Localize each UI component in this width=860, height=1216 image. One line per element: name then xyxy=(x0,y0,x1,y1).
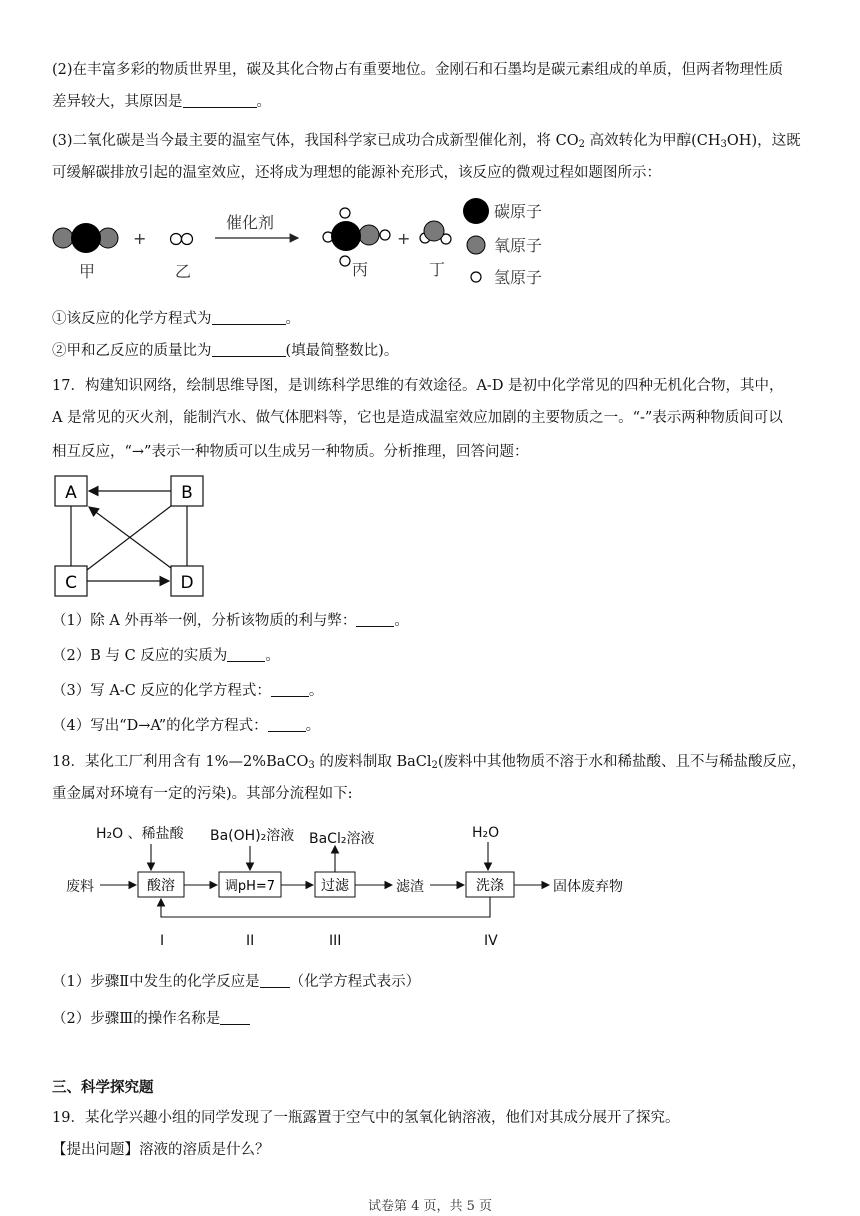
q16-part3-line1: (3)二氧化碳是当今最主要的温室气体，我国科学家已成功合成新型催化剂，将 $CO_2$ 高效转化为甲醇$(CH_3OH)$，这既 xyxy=(52,133,801,150)
molecule-ding-h2o xyxy=(420,221,451,244)
input-water-hcl: H₂O 、稀盐酸 xyxy=(96,826,184,842)
q17-sub3: （3）写 A-C 反应的化学方程式： 。 xyxy=(52,683,324,699)
label-ding: 丁 xyxy=(429,260,446,279)
box-acid-dissolve xyxy=(138,872,184,897)
output-bacl2: BaCl₂溶液 xyxy=(309,831,375,847)
q19-line1: 19．某化学兴趣小组的同学发现了一瓶露置于空气中的氢氧化钠溶液，他们对其成分展开了探究。 xyxy=(52,1110,680,1126)
q16-part3-line2: 可缓解碳排放引起的温室效应，还将成为理想的能源补充形式，该反应的微观过程如题图所示： xyxy=(52,165,661,181)
label-jia: 甲 xyxy=(79,262,96,281)
q18-sub1: （1）步骤Ⅱ中发生的化学反应是 （化学方程式表示） xyxy=(52,974,421,990)
label-waste: 废料 xyxy=(66,879,94,895)
answer-blank[interactable] xyxy=(227,647,265,662)
box-filter xyxy=(315,872,355,897)
answer-blank[interactable] xyxy=(212,342,286,357)
input-baoh2: Ba(OH)₂溶液 xyxy=(210,828,295,844)
q17-sub2: （2）B 与 C 反应的实质为 。 xyxy=(52,648,280,664)
answer-blank[interactable] xyxy=(260,973,290,988)
legend-oxygen-label: 氧原子 xyxy=(494,236,543,255)
svg-text:B: B xyxy=(181,483,193,503)
box-wash xyxy=(466,872,514,897)
label-bing: 丙 xyxy=(352,260,369,279)
section-title: 三、科学探究题 xyxy=(52,1079,154,1096)
plus-sign: + xyxy=(133,229,147,248)
legend xyxy=(463,198,542,287)
svg-text:A: A xyxy=(65,483,77,503)
answer-blank[interactable] xyxy=(212,310,286,325)
q16-part2-line2: 差异较大，其原因是 。 xyxy=(52,94,271,110)
step-2: II xyxy=(246,933,255,949)
box-adjust-ph xyxy=(219,872,281,897)
catalyst-label: 催化剂 xyxy=(226,213,275,232)
step-4: IV xyxy=(484,933,498,949)
plus-sign: + xyxy=(397,229,411,248)
node-b xyxy=(171,476,203,506)
q16-part2-line1: (2)在丰富多彩的物质世界里，碳及其化合物占有重要地位。金刚石和石墨均是碳元素组成的单质，但两者物理性质 xyxy=(52,62,784,78)
q17-sub1: （1）除 A 外再举一例，分析该物质的利与弊： 。 xyxy=(52,613,409,629)
q16-sub1: ①该反应的化学方程式为 。 xyxy=(52,311,300,327)
svg-text:D: D xyxy=(180,573,194,593)
input-water: H₂O xyxy=(472,825,500,841)
answer-blank[interactable] xyxy=(220,1010,250,1025)
step-3: III xyxy=(329,933,342,949)
q17-line3: 相互反应，“→”表示一种物质可以生成另一种物质。分析推理，回答问题： xyxy=(52,444,529,460)
node-d xyxy=(171,566,203,596)
q18-line2: 重金属对环境有一定的污染)。其部分流程如下: xyxy=(52,786,353,802)
legend-carbon-swatch xyxy=(463,198,489,224)
q18-sub2: （2）步骤Ⅲ的操作名称是 xyxy=(52,1009,250,1029)
page-footer: 试卷第 4 页，共 5 页 xyxy=(367,1199,493,1214)
answer-blank[interactable] xyxy=(183,93,257,108)
legend-oxygen-swatch xyxy=(467,236,485,254)
svg-text:过滤: 过滤 xyxy=(321,878,349,894)
label-yi: 乙 xyxy=(175,262,192,281)
knowledge-network-diagram xyxy=(40,470,220,605)
q18-line1: 18．某化工厂利用含有 1%—2%BaCO$_3$ 的废料制取 BaCl$_2$(废料中其他物质不溶于水和稀盐酸、且不与稀盐酸反应， xyxy=(52,754,807,771)
node-a xyxy=(55,476,87,506)
reaction-microscopic-diagram xyxy=(0,190,860,300)
svg-text:C: C xyxy=(65,573,77,593)
q17-line2: A 是常见的灭火剂，能制汽水、做气体肥料等，它也是造成温室效应加剧的主要物质之一。“-”表示两种物质间可以 xyxy=(52,410,783,426)
q19-question: 【提出问题】溶液的溶质是什么？ xyxy=(52,1142,270,1158)
node-c xyxy=(55,566,87,596)
answer-blank[interactable] xyxy=(268,717,306,732)
molecule-bing-ch3oh xyxy=(323,208,390,266)
answer-blank[interactable] xyxy=(356,612,394,627)
legend-carbon-label: 碳原子 xyxy=(494,202,543,221)
q16-sub2: ②甲和乙反应的质量比为 (填最简整数比)。 xyxy=(52,343,399,359)
label-solid-waste: 固体废弃物 xyxy=(553,879,623,895)
step-1: I xyxy=(160,933,165,949)
molecule-yi-h2 xyxy=(171,234,193,245)
q17-sub4: （4）写出“D→A”的化学方程式： 。 xyxy=(52,718,321,734)
molecule-jia-co2 xyxy=(53,223,118,253)
label-residue: 滤渣 xyxy=(396,879,424,895)
q17-line1: 17．构建知识网络，绘制思维导图，是训练科学思维的有效途径。A-D 是初中化学常见的四种无机化合物，其中， xyxy=(52,378,784,394)
legend-hydrogen-swatch xyxy=(471,272,481,282)
svg-text:调pH=7: 调pH=7 xyxy=(224,879,276,894)
legend-hydrogen-label: 氢原子 xyxy=(494,268,543,287)
svg-text:洗涤: 洗涤 xyxy=(476,878,504,894)
process-flowchart xyxy=(0,815,700,955)
svg-text:酸溶: 酸溶 xyxy=(147,878,175,894)
answer-blank[interactable] xyxy=(271,682,309,697)
